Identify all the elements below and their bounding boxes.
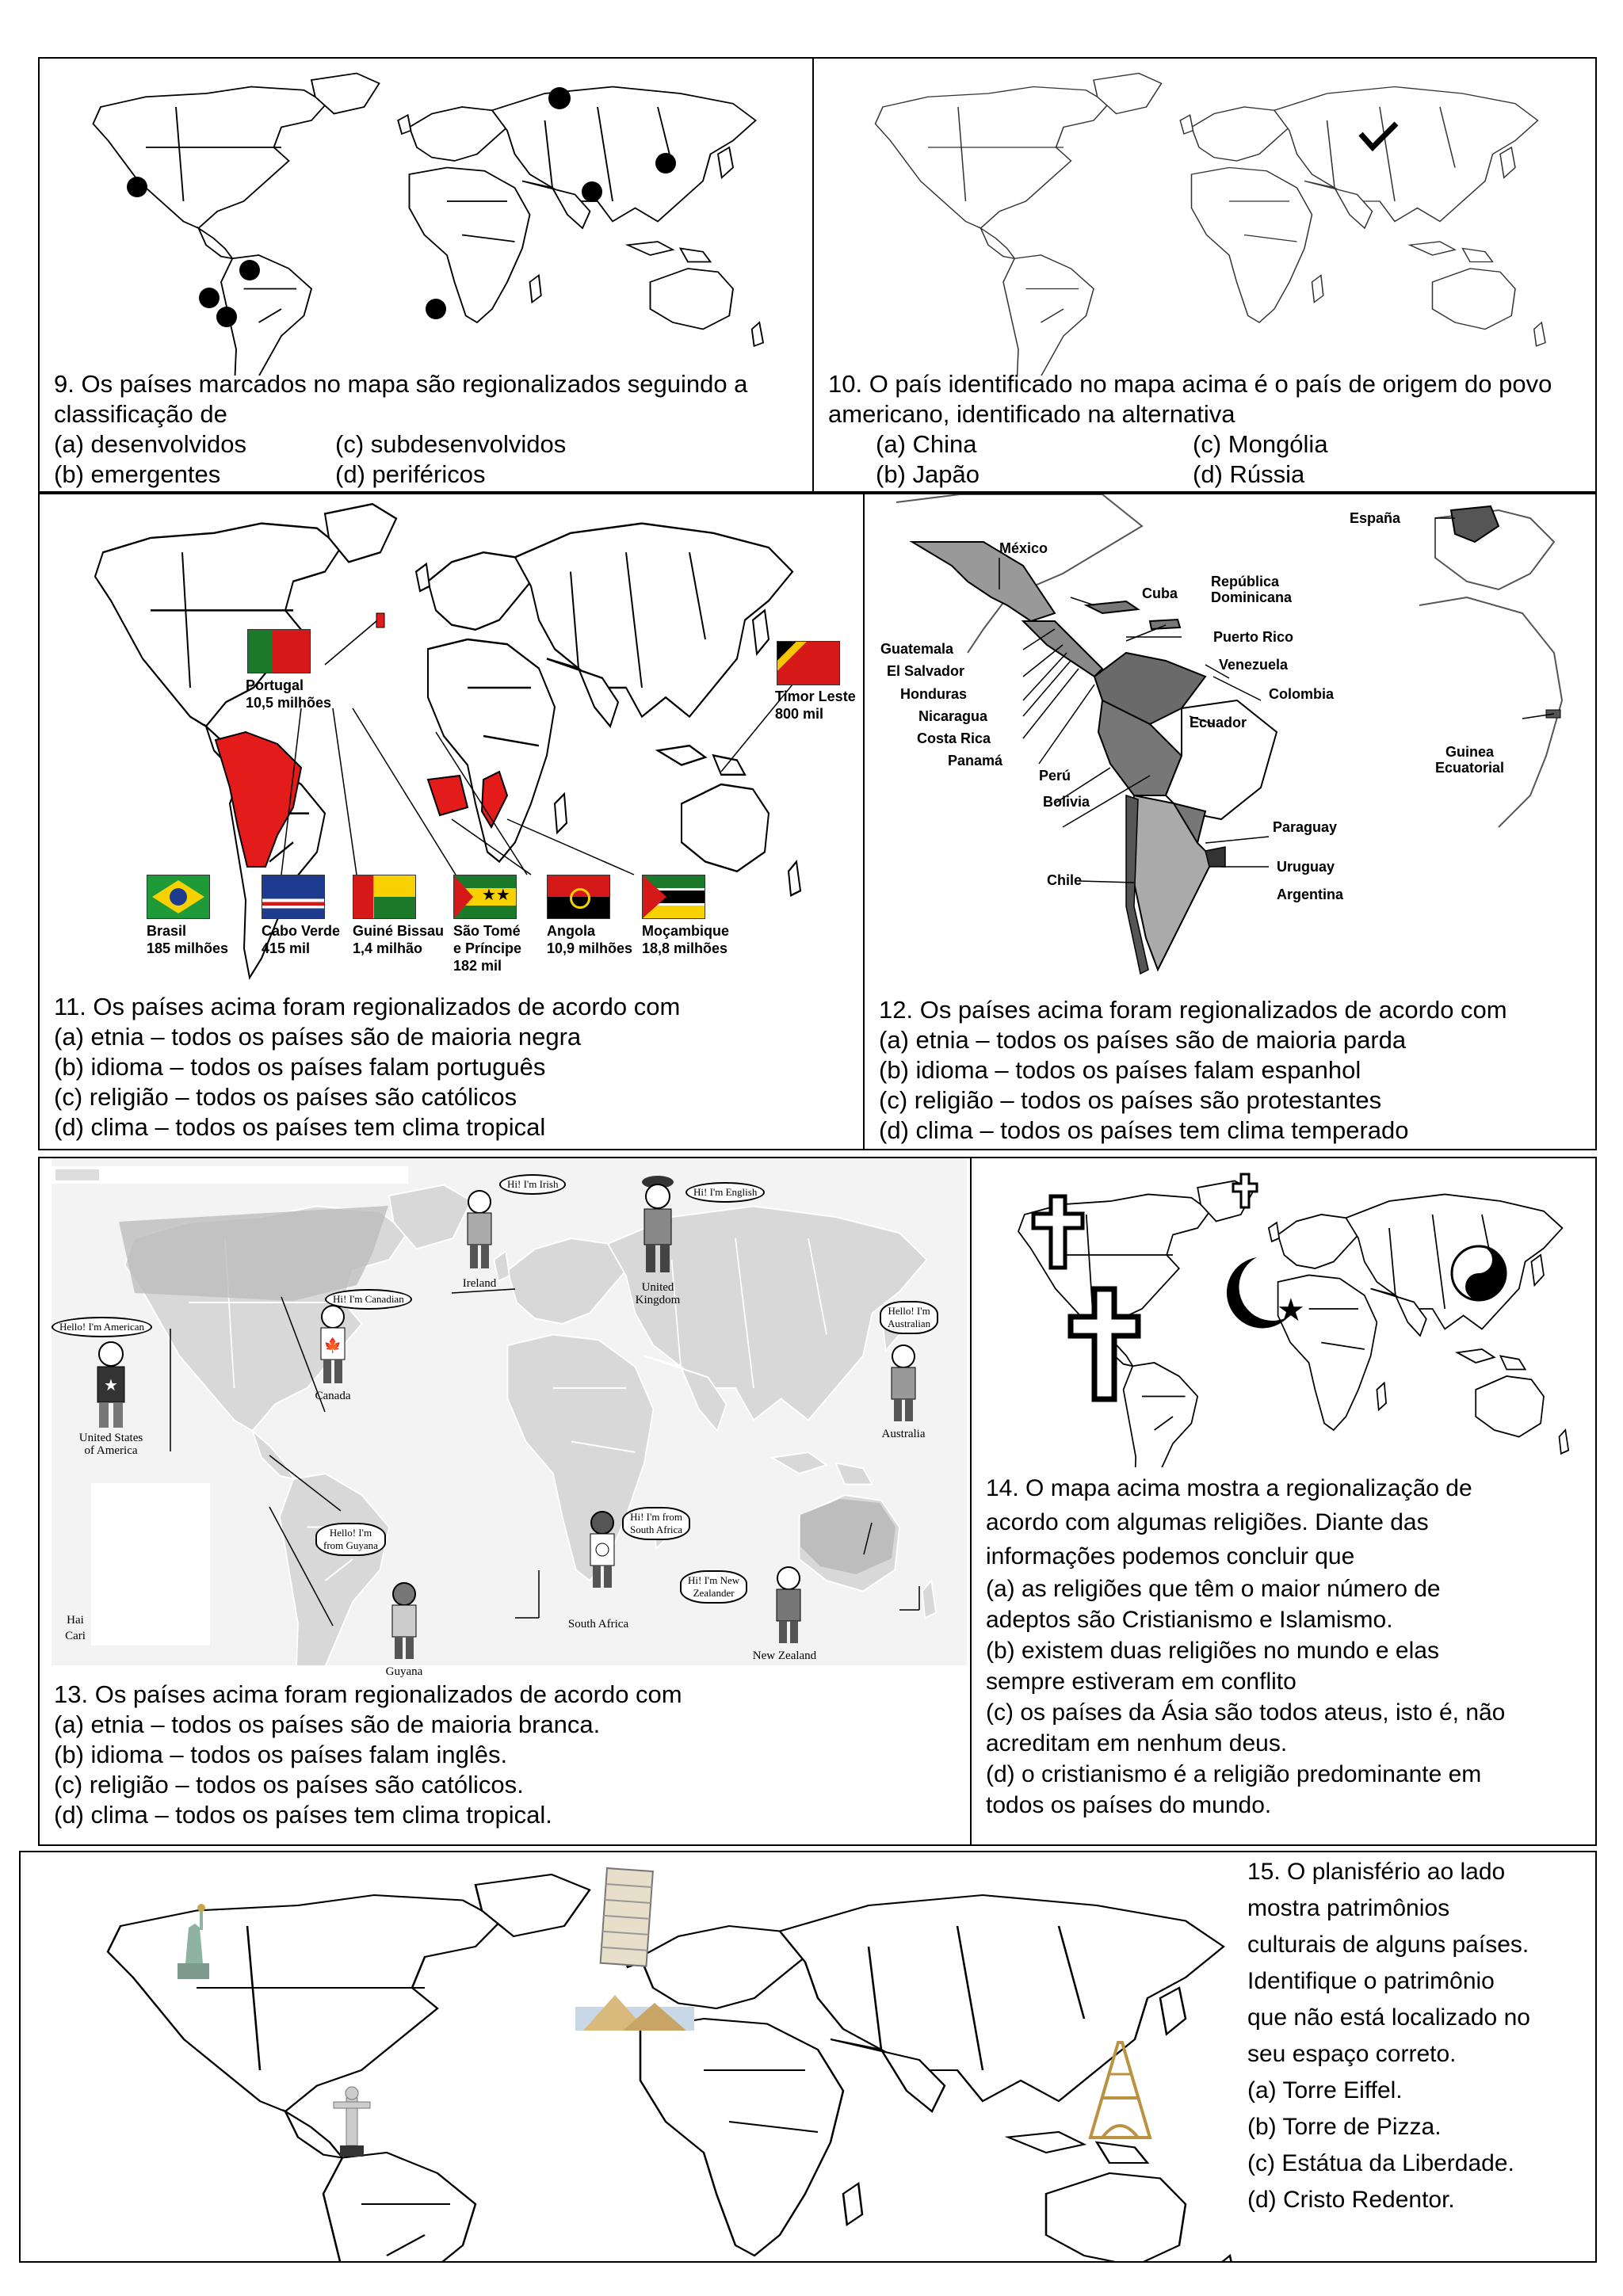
flag-angola — [547, 875, 610, 919]
option-c: (c) religião – todos os países são católicos — [54, 1083, 517, 1111]
label-venezuela: Venezuela — [1219, 657, 1289, 673]
kid-south-africa-icon — [579, 1507, 626, 1594]
marker-dot — [426, 299, 446, 319]
bubble-guyana: Hello! I'm from Guyana — [315, 1523, 386, 1556]
label-chile: Chile — [1047, 872, 1083, 888]
bubble-american: Hello! I'm American — [52, 1317, 152, 1337]
flag-portugal — [247, 629, 311, 673]
question-13-text — [54, 1680, 965, 1830]
christ-redeemer-icon — [334, 2087, 370, 2157]
flag-caption-sao-tome: São Tomé e Príncipe 182 mil — [453, 923, 522, 974]
bubble-canadian: Hi! I'm Canadian — [325, 1289, 412, 1310]
label-guatemala: Guatemala — [880, 641, 954, 657]
marker-dot — [239, 260, 260, 280]
question-11-text — [54, 992, 846, 1142]
yin-yang-icon — [1452, 1246, 1506, 1300]
option-d: (d) clima – todos os países tem clima tropical — [54, 1113, 546, 1141]
flag-cabo-verde — [262, 875, 325, 919]
svg-text:★: ★ — [104, 1377, 118, 1394]
bubble-irish: Hi! I'm Irish — [499, 1174, 566, 1195]
label-mexico: México — [999, 540, 1048, 556]
bubble-english: Hi! I'm English — [685, 1182, 765, 1203]
label-uruguay: Uruguay — [1277, 859, 1335, 875]
marker-dot — [199, 288, 220, 308]
question-12-stem: 12. Os países acima foram regionalizados de acordo com — [879, 996, 1507, 1024]
world-map-q10 — [814, 59, 1597, 376]
option-c: (c) religião – todos os países são católicos. — [54, 1771, 524, 1798]
bubble-new-zealand: Hi! I'm New Zealander — [680, 1570, 747, 1604]
flag-mocambique — [642, 875, 705, 919]
label-guyana: Guyana — [385, 1665, 423, 1678]
label-paraguay: Paraguay — [1273, 819, 1338, 835]
label-bolivia: Bolivia — [1043, 794, 1090, 810]
option-b: (b) Japão — [876, 460, 980, 488]
label-puerto-rico: Puerto Rico — [1213, 629, 1294, 645]
label-hai: Hai — [67, 1614, 84, 1627]
option-a: (a) etnia – todos os países são de maioria parda — [879, 1026, 1407, 1054]
option-b: (b) existem duas religiões no mundo e elas sempre estiveram em conflito — [986, 1638, 1439, 1695]
label-argentina: Argentina — [1277, 887, 1344, 902]
label-united-states: United States of America — [78, 1432, 143, 1457]
flag-caption-guine: Guiné Bissau 1,4 milhão — [353, 923, 445, 956]
label-honduras: Honduras — [900, 686, 968, 702]
question-15-text — [1247, 1854, 1588, 2218]
option-d: (d) Cristo Redentor. — [1247, 2187, 1455, 2213]
question-11-panel — [38, 493, 865, 1150]
option-a: (a) as religiões que têm o maior número de adeptos são Cristianismo e Islamismo. — [986, 1576, 1441, 1633]
flag-sao-tome: ★★ — [453, 875, 517, 919]
label-new-zealand: New Zealand — [752, 1650, 817, 1662]
flag-brasil — [147, 875, 210, 919]
label-costa-rica: Costa Rica — [917, 730, 991, 746]
star-icon: ★ — [1277, 1292, 1305, 1329]
option-d: (d) Rússia — [1193, 460, 1305, 488]
option-a: (a) etnia – todos os países são de maioria negra — [54, 1023, 582, 1051]
crescent-small-icon — [1414, 1358, 1427, 1376]
option-b: (b) Torre de Pizza. — [1247, 2114, 1442, 2140]
label-ireland: Ireland — [462, 1277, 497, 1290]
angola-highlight — [428, 776, 468, 815]
option-a: (a) desenvolvidos — [54, 430, 246, 458]
question-9-text — [54, 369, 807, 490]
label-republica: República Dominicana — [1211, 574, 1293, 605]
marker-dot — [216, 307, 237, 327]
flag-caption-timor: Timor Leste 800 mil — [775, 688, 856, 722]
question-10-stem: 10. O país identificado no mapa acima é o país de origem do povo americano, identificado na alternativa — [828, 370, 1552, 428]
question-12-text — [879, 995, 1592, 1146]
flag-caption-mocambique: Moçambique 18,8 milhões — [642, 923, 730, 956]
label-cuba: Cuba — [1142, 585, 1178, 601]
central-america-shape — [1023, 621, 1102, 677]
flag-caption-portugal: Portugal 10,5 milhões — [246, 677, 332, 711]
english-speaking-map — [40, 1158, 972, 1665]
question-15-stem: 15. O planisfério ao lado mostra patrimônios culturais de alguns países. Identifique o patrimônio que não está localizado no seu espaço correto. — [1247, 1859, 1530, 2067]
label-el-salvador: El Salvador — [887, 663, 965, 679]
kid-australian-icon — [880, 1341, 927, 1428]
question-9-panel — [38, 57, 814, 493]
option-b: (b) idioma – todos os países falam espanhol — [879, 1056, 1361, 1084]
question-14-panel — [970, 1157, 1597, 1846]
tower-of-pisa-icon — [601, 1868, 653, 1966]
label-united-kingdom: United Kingdom — [635, 1281, 681, 1306]
kid-american-icon — [83, 1337, 139, 1432]
flag-caption-brasil: Brasil 185 milhões — [147, 923, 229, 956]
option-d: (d) o cristianismo é a religião predominante em todos os países do mundo. — [986, 1761, 1482, 1818]
marker-dot — [127, 177, 147, 197]
option-a: (a) Torre Eiffel. — [1247, 2077, 1403, 2103]
label-ecuador: Ecuador — [1190, 715, 1247, 730]
bubble-south-africa: Hi! I'm from South Africa — [622, 1507, 690, 1540]
label-guinea-ecuatorial: Guinea Ecuatorial — [1435, 744, 1505, 776]
option-d: (d) clima – todos os países tem clima tropical. — [54, 1801, 552, 1829]
marker-dot — [582, 181, 602, 202]
bubble-australian: Hello! I'm Australian — [880, 1301, 938, 1334]
label-australia: Australia — [881, 1428, 926, 1440]
label-canada: Canada — [315, 1390, 351, 1402]
label-panama: Panamá — [948, 753, 1003, 769]
flag-caption-cabo-verde: Cabo Verde 415 mil — [262, 923, 341, 956]
option-b: (b) emergentes — [54, 460, 221, 488]
world-map-q9 — [40, 59, 814, 376]
question-9-stem: 9. Os países marcados no mapa são regionalizados seguindo a classificação de — [54, 370, 748, 428]
option-c: (c) Estátua da Liberdade. — [1247, 2150, 1514, 2176]
label-espana: España — [1350, 510, 1401, 526]
world-map-q15 — [21, 1852, 1241, 2263]
portugal-highlight — [376, 613, 384, 627]
kid-irish-icon — [456, 1186, 503, 1273]
question-10-text — [828, 369, 1589, 490]
option-c: (c) os países da Ásia são todos ateus, isto é, não acreditam em nenhum deus. — [986, 1699, 1506, 1756]
svg-text:🍁: 🍁 — [323, 1337, 342, 1353]
label-peru: Perú — [1039, 768, 1071, 784]
option-d: (d) periféricos — [335, 460, 486, 488]
option-c: (c) religião – todos os países são protestantes — [879, 1086, 1382, 1114]
marker-dot — [548, 87, 571, 109]
label-nicaragua: Nicaragua — [918, 708, 988, 724]
option-c: (c) Mongólia — [1193, 430, 1328, 458]
question-14-text — [986, 1471, 1592, 1821]
question-11-stem: 11. Os países acima foram regionalizados de acordo com — [54, 993, 681, 1020]
option-c: (c) subdesenvolvidos — [335, 430, 567, 458]
question-13-panel — [38, 1157, 972, 1846]
kid-guyana-icon — [380, 1578, 428, 1665]
kid-english-icon — [630, 1174, 685, 1277]
religions-map — [972, 1158, 1597, 1467]
flag-timor-leste — [777, 641, 840, 685]
kid-new-zealand-icon — [765, 1562, 812, 1650]
question-13-stem: 13. Os países acima foram regionalizados de acordo com — [54, 1680, 682, 1708]
label-south-africa: South Africa — [567, 1618, 629, 1630]
question-14-stem: 14. O mapa acima mostra a regionalização de acordo com algumas religiões. Diante das informações podemos concluir que — [986, 1475, 1472, 1569]
kid-canadian-icon — [309, 1301, 357, 1388]
flag-caption-angola: Angola 10,9 milhões — [547, 923, 633, 956]
option-a: (a) etnia – todos os países são de maioria branca. — [54, 1711, 601, 1738]
option-b: (b) idioma – todos os países falam português — [54, 1053, 546, 1081]
option-a: (a) China — [876, 430, 977, 458]
question-12-panel — [863, 493, 1597, 1150]
question-15-panel — [19, 1851, 1597, 2263]
question-10-panel — [812, 57, 1597, 493]
label-colombia: Colombia — [1269, 686, 1335, 702]
flag-guine-bissau — [353, 875, 416, 919]
marker-dot — [655, 153, 676, 174]
option-d: (d) clima – todos os países tem clima temperado — [879, 1116, 1409, 1144]
option-b: (b) idioma – todos os países falam inglês. — [54, 1741, 508, 1768]
label-cari: Cari — [65, 1630, 86, 1642]
